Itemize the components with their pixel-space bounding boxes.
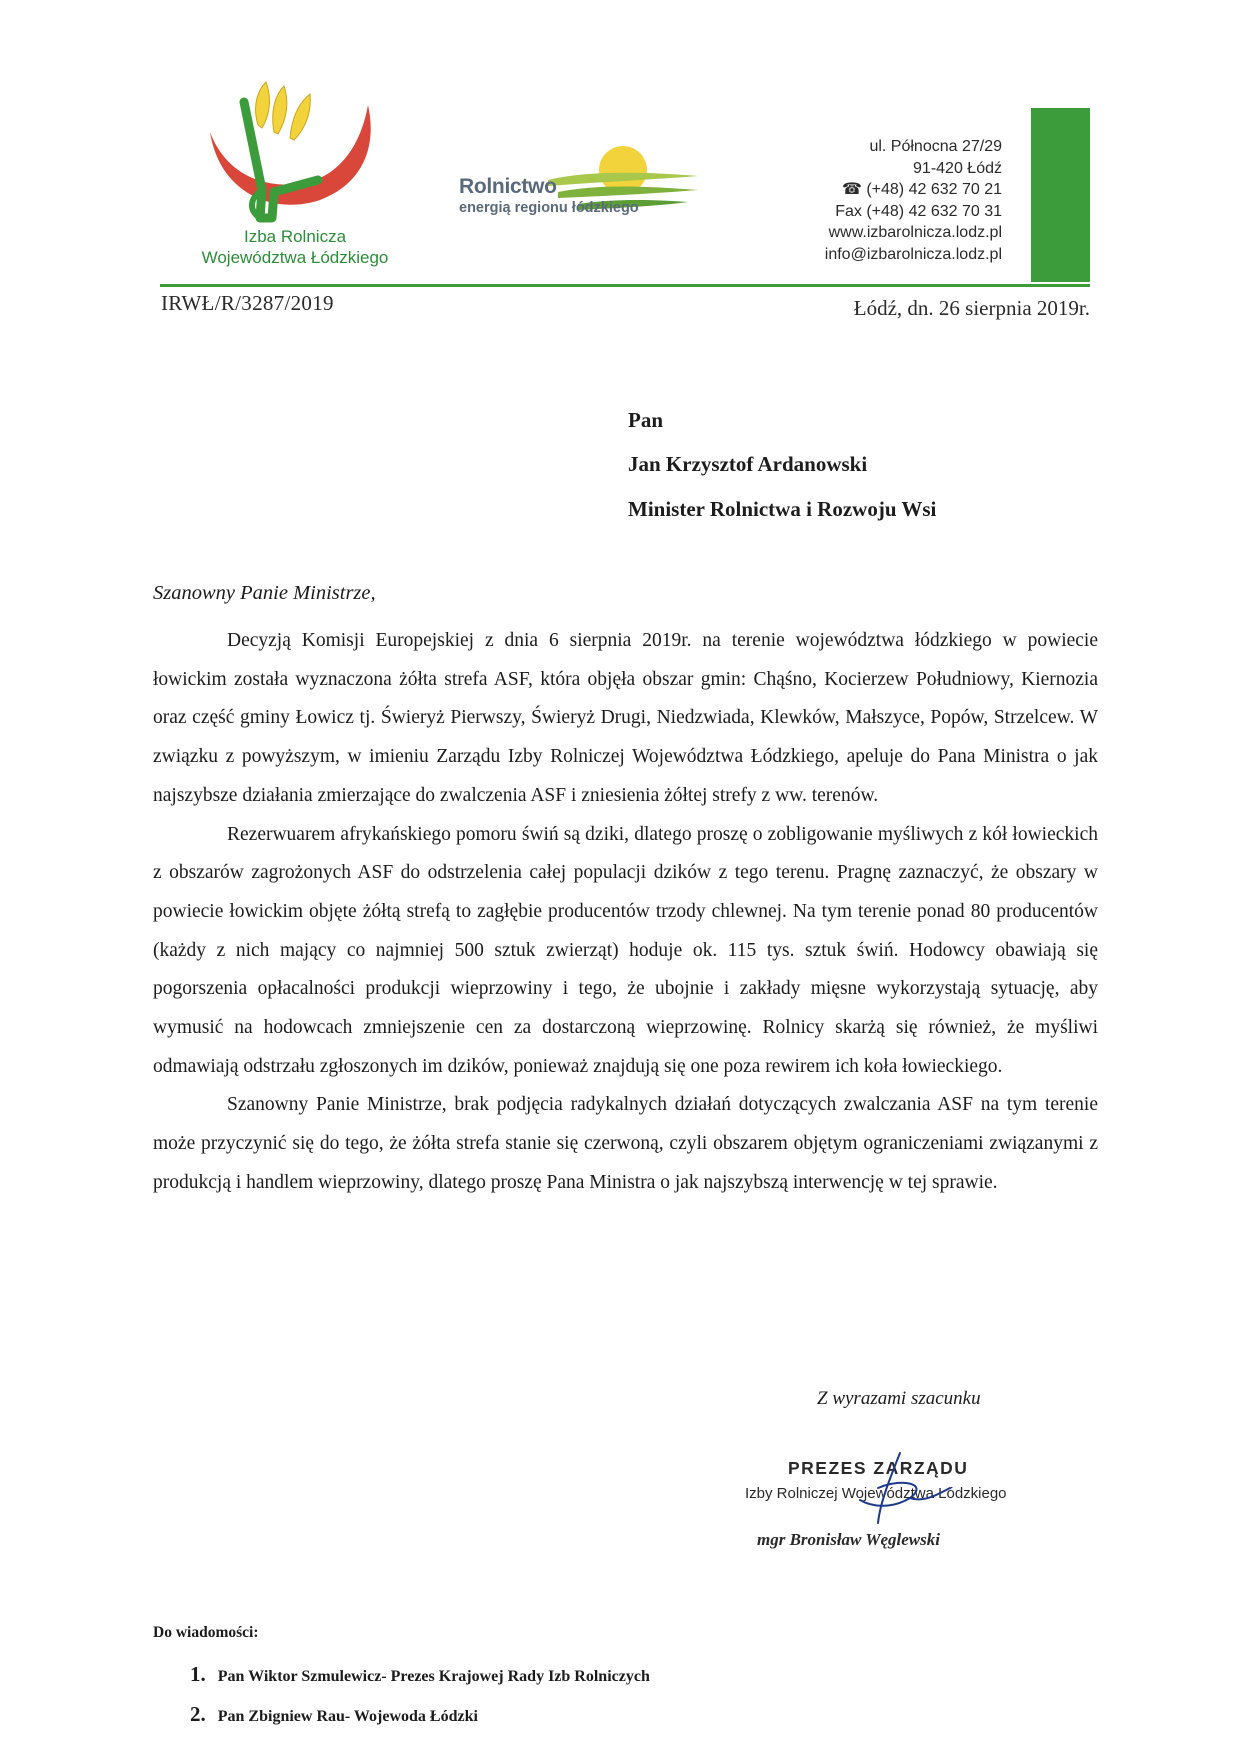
salutation: Szanowny Panie Ministrze, [153, 582, 376, 604]
cc-item-text: Pan Wiktor Szmulewicz- Prezes Krajowej Rady Izb Rolniczych [217, 1668, 650, 1685]
paragraph-3: Szanowny Panie Ministrze, brak podjęcia radykalnych działań dotyczących zwalczania ASF na tym terenie może przyczynić się do tego, że żółta strefa stanie się czerwoną, czyli obszarem objętym ograniczeniami związanymi z produkcją i handlem wieprzowiny, dlatego proszę Pana Ministra o jak najszybszą interwencję w tej sprawie. [153, 1094, 1098, 1193]
logo-wheat-left [256, 82, 270, 128]
contact-block [825, 136, 1002, 265]
field-stripe-2 [558, 187, 698, 199]
contact-email: info@izbarolnicza.lodz.pl [824, 245, 1002, 263]
signer-organization: Izby Rolniczej Województwa Łódzkiego [745, 1485, 1007, 1502]
izba-name-line1: Izba Rolnicza [243, 227, 347, 246]
campaign-title: Rolnictwo [459, 175, 557, 198]
cc-item [190, 1702, 478, 1727]
paragraph-2: Rezerwuarem afrykańskiego pomoru świń są dziki, dlatego proszę o zobligowanie myśliwych z kół łowieckich z obszarów zagrożonych ASF do odstrzelenia całej populacji dzików z tego terenu. Pragnę zaznaczyć, że obszary w powiecie łowickim objęte żółtą strefą to zagłębie producentów trzody chlewnej. Na tym terenie ponad 80 producentów (każdy z nich mający co najmniej 500 sztuk zwierząt) hoduje ok. 115 tys. sztuk świń. Hodowcy obawiają się pogorszenia opłacalności produkcji wieprzowiny i tego, że ubojnie i zakłady mięsne wykorzystają sytuację, aby wymusić na hodowcach zmniejszenie cen za dostarczoną wieprzowinę. Rolnicy skarżą się również, że myśliwi odmawiają odstrzału zgłoszonych im dzików, ponieważ znajdują się one poza rewirem ich koła łowieckiego. [153, 823, 1098, 1077]
paragraph-1: Decyzją Komisji Europejskiej z dnia 6 sierpnia 2019r. na terenie województwa łódzkiego w powiecie łowickim została wyznaczona żółta strefa ASF, która objęła obszar gmin: Chąśno, Kocierzew Południowy, Kiernozia oraz część gminy Łowicz tj. Świeryż Pierwszy, Świeryż Drugi, Niedzwiada, Klewków, Małszyce, Popów, Strzelcew. W związku z powyższym, w imieniu Zarządu Izby Rolniczej Województwa Łódzkiego, apeluje do Pana Ministra o jak najszybsze działania zmierzające do zwalczenia ASF i zniesienia żółtej strefy z ww. terenów. [153, 630, 1098, 806]
contact-fax: Fax (+48) 42 632 70 31 [835, 202, 1002, 220]
contact-street: ul. Północna 27/29 [869, 138, 1002, 155]
izba-rolnicza-logo [200, 80, 390, 230]
cc-label: Do wiadomości: [153, 1624, 259, 1641]
letter-date: Łódź, dn. 26 sierpnia 2019r. [853, 296, 1090, 320]
handwritten-signature [830, 1448, 980, 1528]
addressee-position: Minister Rolnictwa i Rozwoju Wsi [628, 497, 937, 521]
logo-wheat-mid [273, 86, 287, 134]
reference-number: IRWŁ/R/3287/2019 [161, 291, 334, 315]
izba-name-line2: Województwa Łódzkiego [201, 248, 389, 267]
logo-wheat-right [290, 94, 310, 140]
closing-phrase: Z wyrazami szacunku [817, 1388, 981, 1409]
header-divider [160, 284, 1090, 287]
header-green-bar [1031, 108, 1090, 282]
cc-item-number: 2. [190, 1702, 206, 1726]
letter-body [153, 622, 1098, 1203]
cc-item-text: Pan Zbigniew Rau- Wojewoda Łódzki [217, 1708, 478, 1725]
izba-name [160, 226, 430, 268]
addressee-line1: Pan [628, 408, 664, 432]
addressee-name: Jan Krzysztof Ardanowski [628, 452, 868, 476]
contact-city: 91-420 Łódź [913, 159, 1002, 177]
contact-website: www.izbarolnicza.lodz.pl [828, 224, 1002, 241]
cc-item-number: 1. [190, 1662, 206, 1686]
campaign-subtitle: energią regionu łódzkiego [459, 200, 639, 216]
signer-name: mgr Bronisław Węglewski [757, 1530, 940, 1549]
cc-item [190, 1662, 650, 1687]
contact-phone: ☎ (+48) 42 632 70 21 [841, 181, 1002, 198]
signer-title: PREZES ZARZĄDU [788, 1458, 969, 1478]
